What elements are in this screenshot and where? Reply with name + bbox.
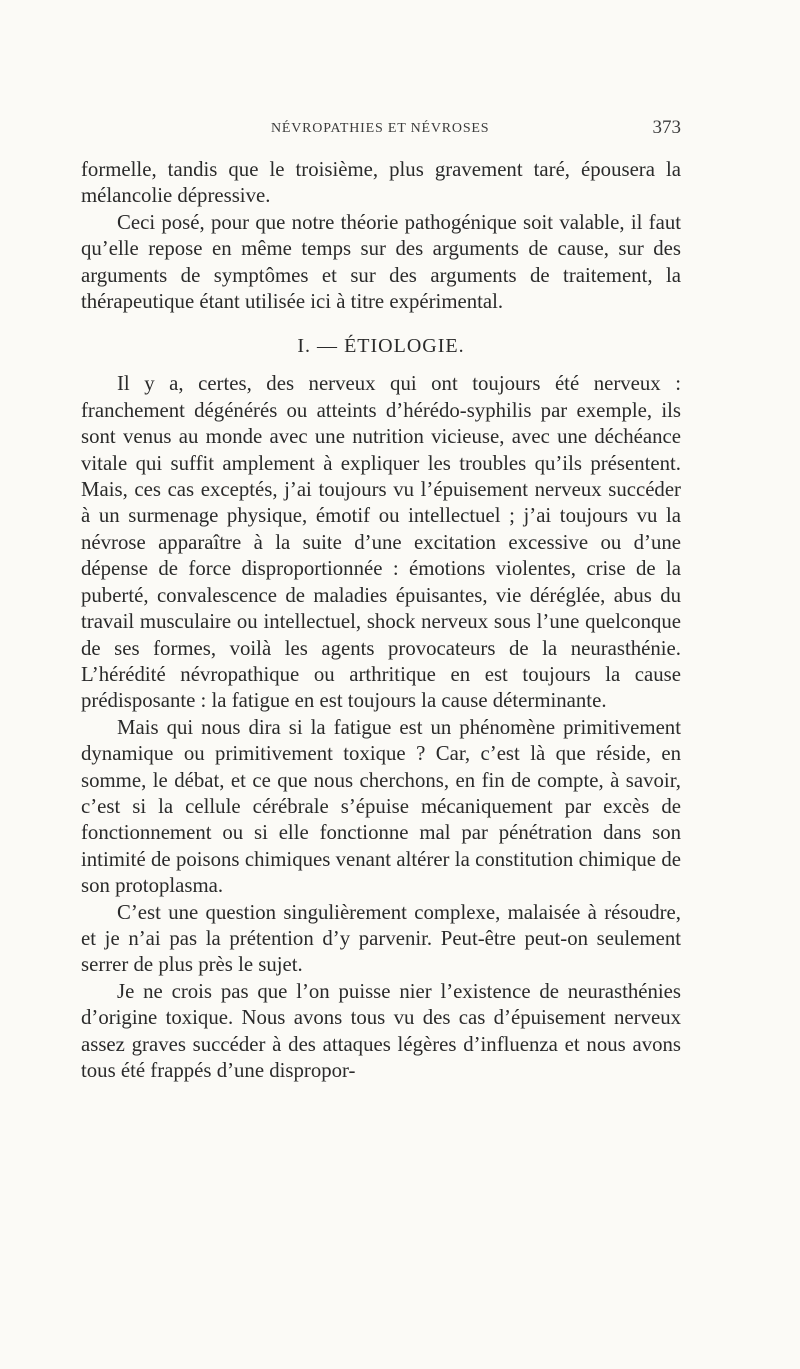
section-number: I. —	[297, 335, 339, 358]
section-title: ÉTIOLOGIE.	[344, 335, 465, 358]
running-header	[81, 117, 681, 143]
paragraph-continued: formelle, tandis que le troisième, plus gravement taré, épousera la mélancolie dépressive.	[81, 158, 681, 208]
paragraph: Je ne crois pas que l’on puisse nier l’existence de neurasthénies d’origine toxique. Nous avons tous vu des cas d’épuisement nerveux assez graves succéder à des attaques légères d’influenza et nous avons tous été frappés d’une dispropor-	[81, 979, 681, 1082]
paragraph: Mais qui nous dira si la fatigue est un phénomène primitivement dynamique ou primitivement toxique ? Car, c’est là que réside, en somme, le débat, et ce que nous cherchons, en fin de compte, à savoir, c’est si la cellule cérébrale s’épuise mécaniquement par excès de fonctionnement ou si elle fonctionne mal par pénétration dans son intimité de poisons chimiques venant altérer la constitution chimique de son protoplasma.	[81, 715, 681, 898]
book-page	[81, 117, 681, 1084]
paragraph: Ceci posé, pour que notre théorie pathogénique soit valable, il faut qu’elle repose en même temps sur des arguments de cause, sur des arguments de symptômes et sur des arguments de traitement, la thérapeutique étant utilisée ici à titre expérimental.	[81, 210, 681, 314]
paragraph: C’est une question singulièrement complexe, malaisée à résoudre, et je n’ai pas la prétention d’y parvenir. Peut-être peut-on seulement serrer de plus près le sujet.	[81, 900, 681, 977]
paragraph: Il y a, certes, des nerveux qui ont toujours été nerveux : franchement dégénérés ou atteints d’hérédo-syphilis par exemple, ils sont venus au monde avec une nutrition vicieuse, avec une déchéance vitale qui suffit amplement à expliquer les troubles qu’ils présentent. Mais, ces cas exceptés, j’ai toujours vu l’épuisement nerveux succéder à un surmenage physique, émotif ou intellectuel ; j’ai toujours vu la névrose apparaître à la suite d’une excitation excessive ou d’une dépense de force disproportionnée : émotions violentes, crise de la puberté, convalescence de maladies épuisantes, vie déréglée, abus du travail musculaire ou intellectuel, shock nerveux sous l’une quelconque de ses formes, voilà les agents provocateurs de la neurasthénie. L’hérédité névropathique ou arthritique en est toujours la cause prédisposante : la fatigue en est toujours la cause déterminante.	[81, 372, 681, 713]
page-number: 373	[652, 117, 681, 138]
section-heading	[81, 333, 681, 359]
running-title: NÉVROPATHIES ET NÉVROSES	[271, 121, 490, 136]
